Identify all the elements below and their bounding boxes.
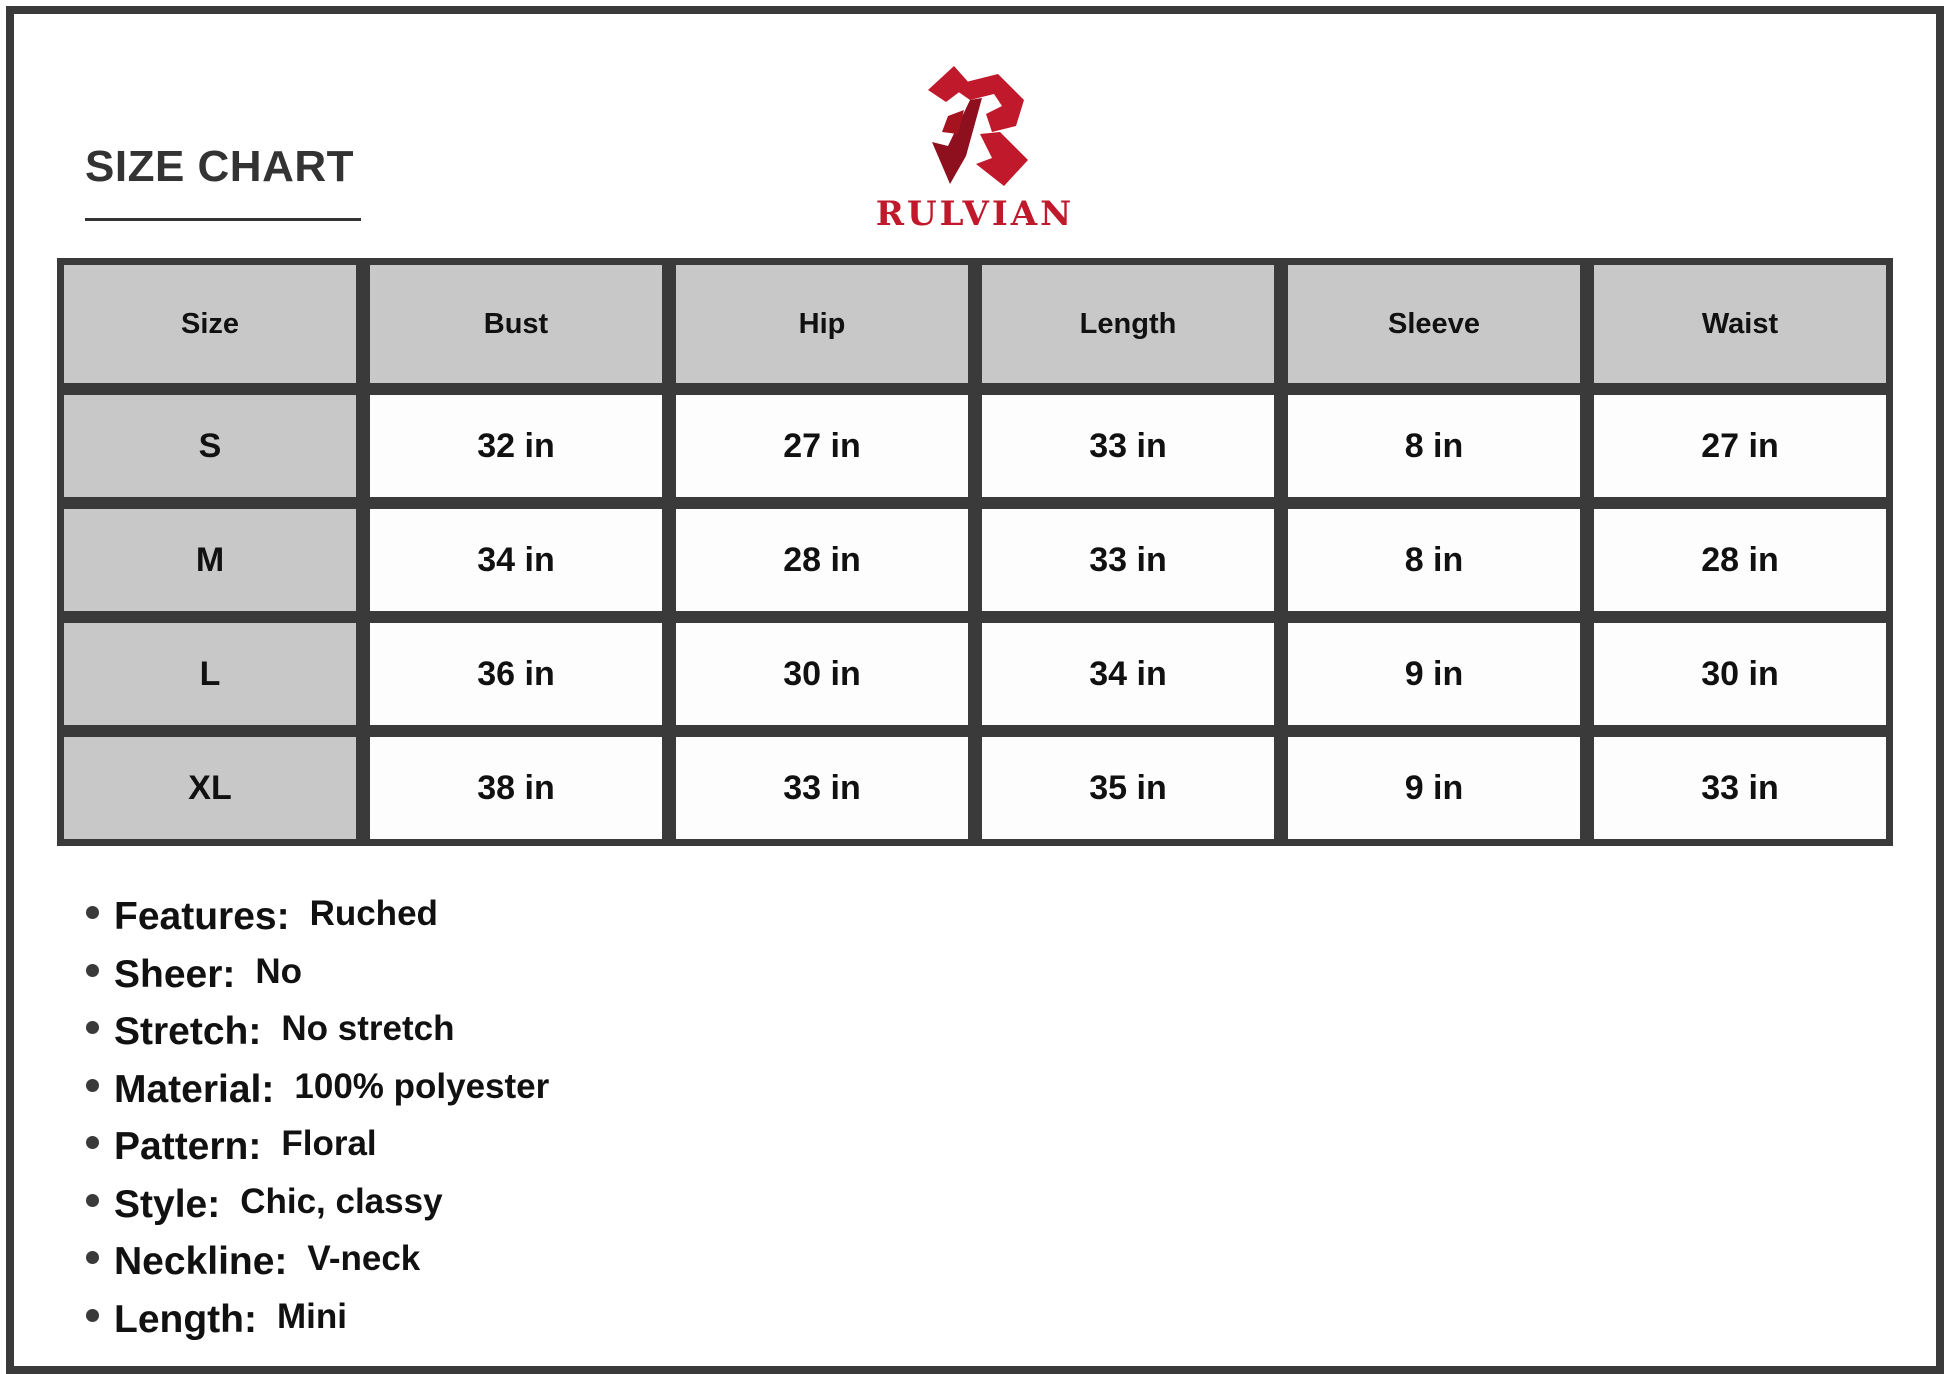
size-label-cell: M	[64, 509, 356, 611]
spec-label: Features:	[114, 895, 290, 938]
spec-value: Floral	[281, 1124, 377, 1163]
measurement-cell: 30 in	[676, 623, 968, 725]
column-header-bust: Bust	[370, 265, 662, 383]
size-table	[57, 258, 1893, 846]
spec-label: Neckline:	[114, 1240, 288, 1283]
measurement-cell: 38 in	[370, 737, 662, 839]
spec-value: Mini	[276, 1296, 347, 1336]
spec-item	[86, 895, 549, 953]
brand-wordmark: RULVIAN	[875, 194, 1075, 234]
brand-monogram-icon	[920, 62, 1030, 192]
spec-value: V-neck	[307, 1239, 421, 1278]
spec-value: Ruched	[309, 894, 438, 933]
bullet-icon	[86, 964, 99, 977]
spec-item	[86, 1068, 549, 1126]
column-header-sleeve: Sleeve	[1288, 265, 1580, 383]
measurement-cell: 28 in	[676, 509, 968, 611]
bullet-icon	[86, 1251, 99, 1264]
spec-label: Material:	[114, 1067, 275, 1111]
column-header-hip: Hip	[676, 265, 968, 383]
measurement-cell: 34 in	[370, 509, 662, 611]
bullet-icon	[86, 1021, 99, 1034]
bullet-icon	[86, 906, 99, 919]
size-label-cell: L	[64, 623, 356, 725]
measurement-cell: 27 in	[1594, 395, 1886, 497]
measurement-cell: 32 in	[370, 395, 662, 497]
spec-item	[86, 953, 549, 1011]
spec-value: 100% polyester	[294, 1066, 550, 1106]
measurement-cell: 33 in	[982, 509, 1274, 611]
measurement-cell: 9 in	[1288, 737, 1580, 839]
bullet-icon	[86, 1194, 99, 1207]
bullet-icon	[86, 1309, 99, 1322]
spec-item	[86, 1125, 549, 1183]
measurement-cell: 34 in	[982, 623, 1274, 725]
product-specs-list	[86, 895, 549, 1355]
column-header-size: Size	[64, 265, 356, 383]
bullet-icon	[86, 1079, 99, 1092]
measurement-cell: 33 in	[676, 737, 968, 839]
measurement-cell: 36 in	[370, 623, 662, 725]
measurement-cell: 8 in	[1288, 509, 1580, 611]
spec-label: Stretch:	[114, 1010, 262, 1053]
brand-logo	[860, 62, 1090, 237]
bullet-icon	[86, 1136, 99, 1149]
measurement-cell: 28 in	[1594, 509, 1886, 611]
measurement-cell: 9 in	[1288, 623, 1580, 725]
spec-value: Chic, classy	[240, 1181, 443, 1221]
measurement-cell: 33 in	[1594, 737, 1886, 839]
title-underline	[85, 218, 361, 221]
measurement-cell: 33 in	[982, 395, 1274, 497]
spec-value: No stretch	[281, 1009, 455, 1048]
column-header-waist: Waist	[1594, 265, 1886, 383]
spec-label: Sheer:	[114, 952, 236, 996]
size-label-cell: S	[64, 395, 356, 497]
measurement-cell: 27 in	[676, 395, 968, 497]
spec-item	[86, 1010, 549, 1068]
column-header-length: Length	[982, 265, 1274, 383]
spec-item	[86, 1183, 549, 1241]
spec-item	[86, 1298, 549, 1356]
spec-label: Style:	[114, 1182, 221, 1226]
spec-label: Pattern:	[114, 1125, 262, 1168]
spec-item	[86, 1240, 549, 1298]
size-label-cell: XL	[64, 737, 356, 839]
spec-label: Length:	[114, 1297, 257, 1341]
measurement-cell: 35 in	[982, 737, 1274, 839]
page-title: SIZE CHART	[85, 142, 354, 191]
measurement-cell: 8 in	[1288, 395, 1580, 497]
spec-value: No	[255, 951, 303, 991]
measurement-cell: 30 in	[1594, 623, 1886, 725]
